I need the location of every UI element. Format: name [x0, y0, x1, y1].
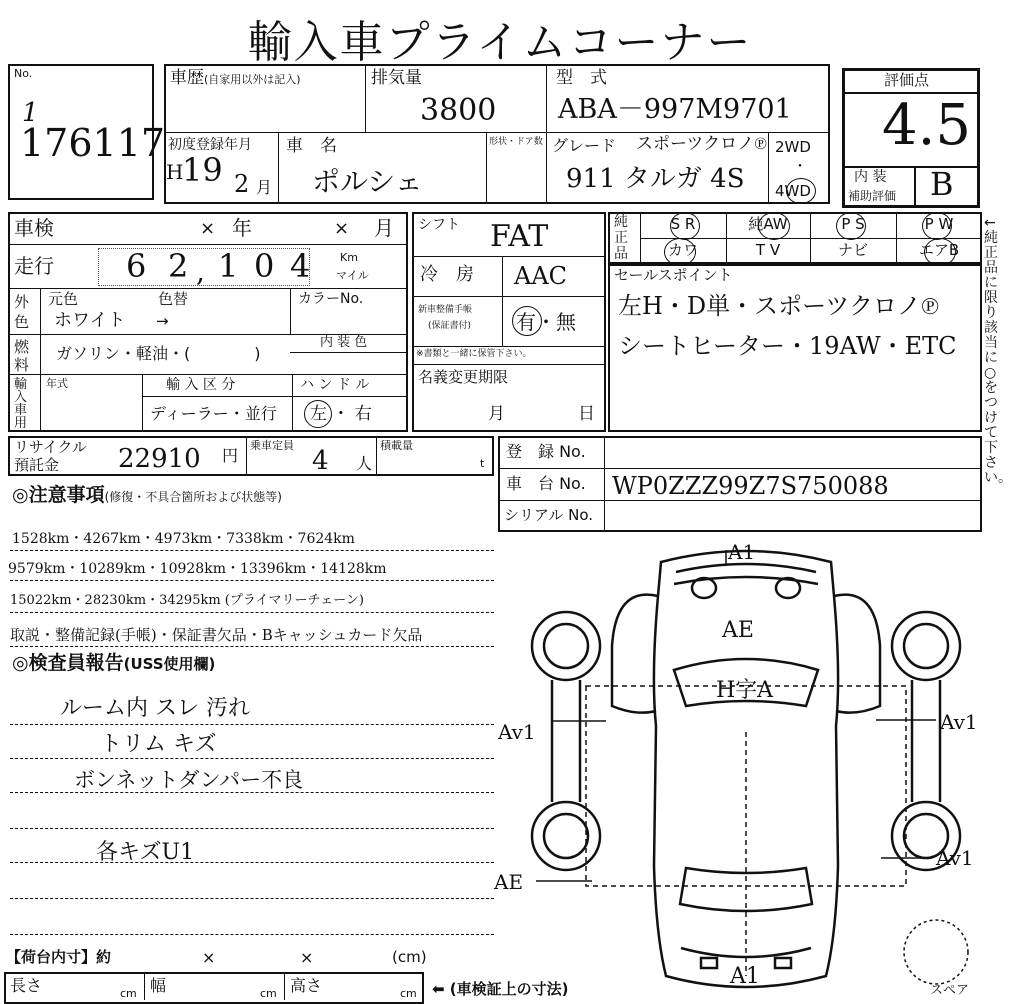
equip-airbag: エアB: [918, 241, 960, 259]
fuel-label: 燃料: [14, 338, 30, 374]
equip-leather: カワ: [667, 241, 698, 259]
displacement-value: 3800: [420, 93, 497, 128]
mileage-digit-5: 4: [290, 247, 311, 285]
cargo-x2: ×: [300, 948, 314, 967]
color-arrow: →: [156, 312, 169, 330]
import-kubun-value: ディーラー・並行: [150, 404, 277, 423]
interior-label2: 補助評価: [848, 189, 897, 203]
dims-note: ⬅ (車検証上の寸法): [432, 980, 569, 998]
first-reg-month-suffix: 月: [256, 178, 273, 197]
recycle-value: 22910: [118, 444, 201, 474]
mileage-sep: ,: [196, 255, 205, 288]
drive-2wd: 2WD: [775, 138, 811, 156]
shift-value: FAT: [490, 219, 549, 254]
diagram-left-mid: Av1: [498, 720, 536, 744]
notes-line4: 取説・整備記録(手帳)・保証書欠品・Bキャッシュカード欠品: [10, 626, 423, 644]
dimensions-row: [4, 972, 424, 1004]
car-name-label: 車 名: [286, 136, 337, 156]
drive-4wd-circle: [786, 178, 816, 204]
dim-height-unit: cm: [400, 987, 417, 1000]
equip-airbag-circle: [924, 238, 956, 266]
dim-length-unit: cm: [120, 987, 137, 1000]
cargo-unit: (cm): [392, 948, 427, 966]
first-reg-year: 19: [182, 151, 223, 189]
load-label: 積載量: [380, 439, 413, 452]
maint-yes-circle: [512, 306, 542, 336]
import-kubun-label: 輸 入 区 分: [166, 377, 236, 393]
capacity-value: 4: [312, 446, 329, 476]
grade-value2: 911 タルガ 4S: [566, 164, 745, 194]
interior-label1: 内 装: [854, 169, 887, 185]
change-color-label: 色替: [158, 290, 189, 308]
recycle-label2: 預託金: [14, 456, 60, 474]
diagram-top-label: A1: [728, 540, 756, 564]
lot-label: No.: [14, 67, 33, 80]
displacement-label: 排気量: [371, 68, 422, 88]
inspection-label: 車検: [14, 216, 54, 240]
sales-point-line1: 左H・D単・スポーツクロノ℗: [618, 292, 940, 320]
orig-color-value: ホワイト: [54, 310, 126, 331]
sales-point-line2: シートヒーター・19AW・ETC: [618, 332, 957, 360]
notes-line1: 1528km・4267km・4973km・7338km・7624km: [12, 531, 355, 547]
capacity-label: 乗車定員: [250, 439, 294, 452]
equip-pw-circle: [922, 212, 952, 240]
page-title: 輸入車プライムコーナー: [247, 17, 753, 68]
mileage-digit-2: 2: [168, 247, 189, 285]
first-reg-era: H: [166, 160, 184, 184]
dim-length: 長さ: [10, 976, 43, 995]
inspection-month: 月: [374, 216, 394, 240]
equip-leather-circle: [664, 238, 696, 266]
mileage-digit-1: 6: [126, 247, 147, 285]
dim-width: 幅: [150, 976, 167, 995]
capacity-unit: 人: [356, 454, 373, 473]
diagram-spare-label: スペア: [930, 983, 970, 998]
car-name-value: ポルシェ: [312, 165, 423, 198]
equip-ps-circle: [836, 212, 866, 240]
equip-pw: P W: [924, 215, 954, 233]
maint-label1: 新車整備手帳: [418, 305, 473, 315]
diagram-right-mid: Av1: [940, 710, 978, 734]
interior-value: B: [930, 165, 954, 203]
mileage-unit-mile: マイル: [336, 269, 369, 282]
dim-height: 高さ: [290, 976, 323, 995]
orig-color-label: 元色: [48, 290, 79, 308]
handle-value: 左 ・ 右: [310, 404, 372, 424]
notes-line2: 9579km・10289km・10928km・13396km・14128km: [8, 561, 387, 577]
drive-dot: ・: [793, 159, 807, 175]
import-label: 輸入車用: [14, 377, 28, 431]
fuel-value: ガソリン・軽油・( ): [56, 344, 261, 363]
model-type-label: 型 式: [556, 68, 607, 88]
recycle-unit: 円: [222, 446, 239, 465]
diagram-hea: H字A: [716, 678, 774, 703]
mileage-digit-3: 1: [218, 247, 239, 285]
maint-label2: (保証書付): [428, 321, 472, 331]
ac-value: AAC: [514, 262, 568, 290]
maint-note: ※書類と一緒に保管下さい。: [416, 349, 532, 359]
maint-value: 有・無: [516, 310, 576, 334]
reg-no-label: 登 録 No.: [506, 442, 586, 461]
cargo-label: 【荷台内寸】約: [6, 948, 112, 966]
inspector-line1: ルーム内 スレ 汚れ: [60, 696, 250, 721]
chassis-no-label: 車 台 No.: [506, 474, 586, 493]
lot-number: 176117: [20, 121, 166, 165]
cargo-x1: ×: [202, 948, 216, 967]
diagram-left-low: AE: [494, 870, 524, 894]
interior-color-label: 内 装 色: [320, 335, 368, 350]
equip-pure-label: 純正品: [614, 214, 628, 262]
handle-left-circle: [304, 400, 332, 428]
ac-label: 冷 房: [420, 264, 474, 285]
name-change-month: 月: [488, 404, 505, 424]
grade-value1: スポーツクロノ℗: [636, 134, 768, 154]
lot-line1: 1: [22, 98, 39, 128]
grade-label: グレード: [552, 136, 617, 155]
notes-label: ◎注意事項(修復・不具合箇所および状態等): [12, 484, 282, 506]
color-no-label: カラーNo.: [298, 291, 364, 307]
diagram-right-low: Av1: [936, 846, 974, 870]
mileage-label: 走行: [14, 254, 54, 278]
notes-line3: 15022km・28230km・34295km (プライマリーチェーン): [10, 593, 364, 608]
sales-point-label: セールスポイント: [614, 266, 733, 284]
inspector-line4: 各キズU1: [96, 840, 195, 865]
handle-label: ハ ン ド ル: [300, 377, 370, 393]
inspector-line2: トリム キズ: [100, 732, 217, 757]
drive-4wd: 4WD: [775, 182, 811, 200]
import-year-label: 年式: [46, 377, 68, 390]
score-label: 評価点: [884, 71, 930, 89]
mileage-unit-km: Km: [340, 251, 358, 264]
equip-aw: 純AW: [748, 215, 788, 233]
diagram-ae-top: AE: [722, 618, 754, 643]
score-value: 4.5: [882, 93, 972, 158]
equip-tv: T V: [755, 241, 781, 259]
chassis-no-value: WP0ZZZ99Z7S750088: [612, 472, 889, 500]
first-reg-month: 2: [234, 170, 250, 198]
diagram-bottom-label: A1: [730, 964, 760, 989]
mileage-digit-4: 0: [254, 247, 275, 285]
shift-label: シフト: [418, 217, 460, 233]
name-change-day: 日: [578, 404, 595, 424]
inspection-mark1: ×: [200, 218, 216, 239]
serial-no-label: シリアル No.: [504, 506, 594, 524]
history-label: 車歴(自家用以外は記入): [170, 68, 301, 88]
first-reg-label: 初度登録年月: [168, 137, 252, 153]
equip-side-note: ←純正品に限り該当に○をつけて下さい。: [984, 215, 1012, 486]
outer-color-label: 外色: [14, 293, 30, 331]
equip-sr-circle: [670, 212, 700, 240]
inspector-label: ◎検査員報告(USS使用欄): [12, 652, 216, 674]
equip-navi: ナビ: [837, 241, 868, 259]
equip-ps: P S: [841, 215, 865, 233]
recycle-label1: リサイクル: [14, 438, 87, 456]
inspection-year: 年: [232, 216, 252, 240]
equip-sr: S R: [670, 215, 696, 233]
name-change-label: 名義変更期限: [418, 368, 509, 386]
equip-aw-circle: [758, 212, 790, 240]
load-unit: t: [480, 457, 485, 470]
inspection-mark2: ×: [334, 218, 350, 239]
model-type-value: ABA－997M9701: [558, 94, 792, 125]
inspector-line3: ボンネットダンパー不良: [74, 768, 304, 792]
body-shape-label: 形状・ドア数: [489, 137, 543, 147]
dim-width-unit: cm: [260, 987, 277, 1000]
car-damage-diagram: [496, 536, 996, 1000]
